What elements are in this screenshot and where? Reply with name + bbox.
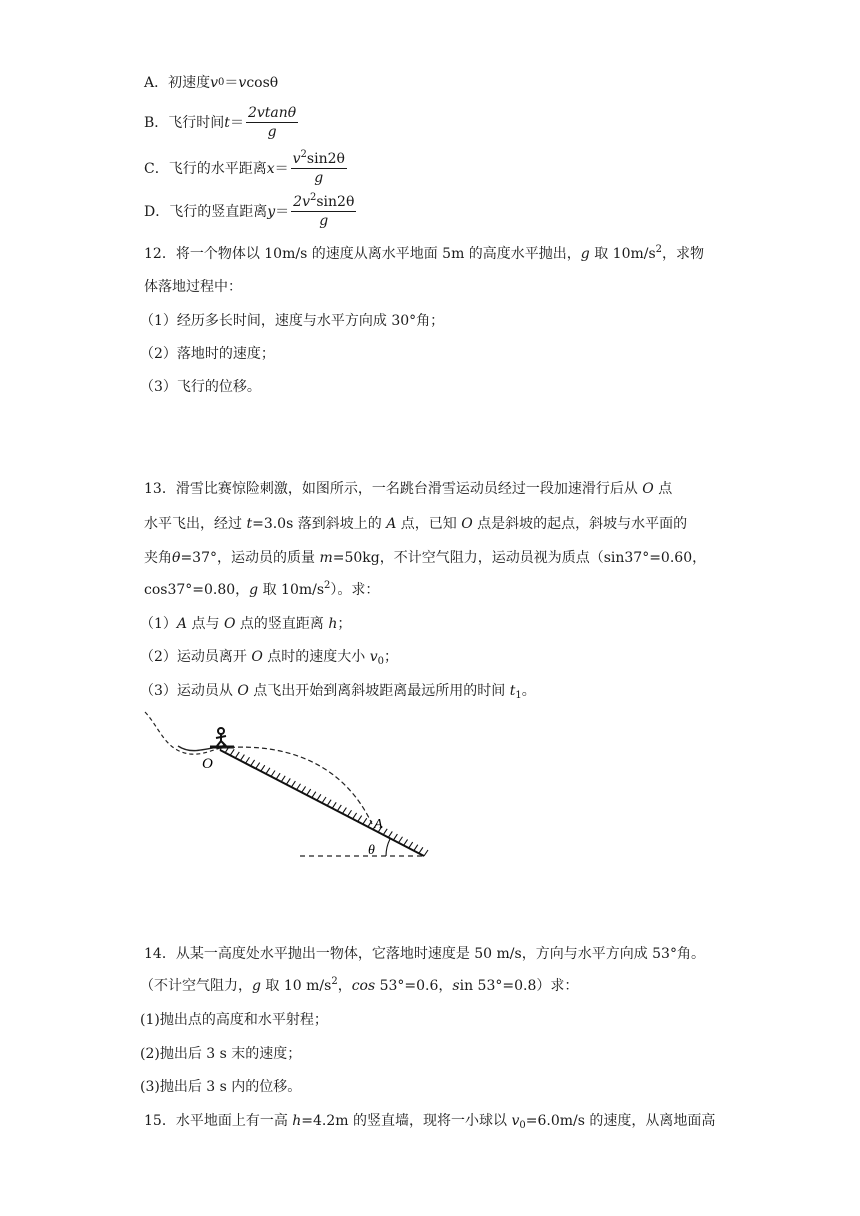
q12-line-2: 体落地过程中：	[144, 279, 242, 295]
hatch-mark	[266, 768, 270, 774]
option-c: C．飞行的水平距离 x ＝ $\frac{v^2\sin 2\theta}{g}$	[144, 149, 345, 186]
hatch-mark	[332, 802, 336, 808]
q12-part-3: （3）飞行的位移。	[140, 379, 261, 395]
hatch-mark	[261, 765, 265, 771]
q13-line-3: 夹角θ=37°，运动员的质量 m=50kg，不计空气阻力，运动员视为质点（sin37°=0.60，	[144, 550, 707, 566]
hatch-mark	[383, 829, 387, 835]
hatch-mark	[363, 818, 367, 824]
q14-line-1: 14．从某一高度处水平抛出一物体，它落地时速度是 50 m/s，方向与水平方向成 53°角。	[144, 946, 705, 962]
hatch-mark	[251, 760, 255, 766]
label-o: O	[202, 756, 213, 772]
hatch-mark	[353, 813, 357, 819]
q13-part-2: （2）运动员离开 O 点时的速度大小 $v_0$；	[140, 649, 399, 667]
q12-line-1: 12．将一个物体以 10m/s 的速度从离水平地面 5m 的高度水平抛出，g 取 $10m/s^2$，求物	[144, 244, 705, 262]
hatch-mark	[327, 800, 331, 806]
hatch-mark	[404, 839, 408, 845]
q12-part-1: （1）经历多长时间，速度与水平方向成 30°角；	[140, 313, 445, 329]
q14-part-2: (2)抛出后 3 s 末的速度；	[140, 1046, 302, 1062]
hatch-mark	[246, 757, 250, 763]
hatch-mark	[235, 752, 239, 758]
hatch-mark	[342, 808, 346, 814]
hatch-mark	[414, 845, 418, 851]
q14-part-3: (3)抛出后 3 s 内的位移。	[140, 1079, 302, 1095]
q13-line-4: cos37°=0.80，g 取 $10m/s^2$）。求：	[144, 580, 380, 598]
hatch-mark	[409, 842, 413, 848]
option-a: A．初速度 v 0 ＝ v cosθ	[144, 75, 279, 91]
skier-icon	[210, 728, 234, 747]
hatch-mark	[322, 797, 326, 803]
hatch-mark	[302, 786, 306, 792]
hatch-mark	[317, 794, 321, 800]
hatch-mark	[230, 749, 234, 755]
hatch-mark	[281, 776, 285, 782]
label-a: A	[374, 817, 383, 832]
q15-line-1: 15．水平地面上有一高 h=4.2m 的竖直墙，现将一小球以 $v_0=6.0m/s$ 的速度，从离地面高	[144, 1113, 716, 1131]
option-d: D．飞行的竖直距离 y ＝ $\frac{2v^2\sin 2\theta}{g}$	[144, 192, 355, 229]
hatch-mark	[240, 755, 244, 761]
fraction: $\frac{2vtan\theta}{g}$	[247, 105, 297, 140]
hatch-mark	[399, 837, 403, 843]
hatch-mark	[312, 792, 316, 798]
q14-line-2: （不计空气阻力，g 取 10 $m/s^2$，cos 53°=0.6，sin 53°=0.8）求：	[140, 976, 579, 994]
hatch-mark	[424, 850, 428, 856]
q12-part-2: （2）落地时的速度；	[140, 346, 275, 362]
hatch-mark	[337, 805, 341, 811]
hatch-mark	[358, 816, 362, 822]
q14-part-1: (1)抛出点的高度和水平射程；	[140, 1012, 328, 1028]
q13-part-3: （3）运动员从 O 点飞出开始到离斜坡距离最远所用的时间 $t_1$。	[140, 683, 536, 701]
hatch-mark	[348, 810, 352, 816]
hatch-mark	[388, 831, 392, 837]
hatch-mark	[419, 847, 423, 853]
q13-line-1: 13．滑雪比赛惊险刺激，如图所示，一名跳台滑雪运动员经过一段加速滑行后从 O 点	[144, 481, 673, 497]
q13-part-1: （1）A 点与 O 点的竖直距离 h；	[140, 616, 352, 632]
q13-line-2: 水平飞出，经过 t=3.0s 落到斜坡上的 A 点，已知 O 点是斜坡的起点，斜坡与水平面的	[144, 516, 688, 532]
hatch-mark	[271, 771, 275, 777]
option-b: B．飞行时间 t ＝ $\frac{2vtan\theta}{g}$	[144, 105, 297, 140]
hatch-mark	[276, 773, 280, 779]
angle-arc	[386, 839, 390, 856]
hatch-mark	[393, 834, 397, 840]
slope-hatching	[220, 744, 428, 856]
fraction: $\frac{2v^2\sin 2\theta}{g}$	[293, 192, 355, 229]
hatch-mark	[291, 781, 295, 787]
hatch-mark	[286, 778, 290, 784]
label-theta: θ	[368, 843, 375, 858]
hatch-mark	[297, 784, 301, 790]
ski-jump-figure	[140, 706, 440, 866]
hatch-mark	[307, 789, 311, 795]
fraction: $\frac{v^2\sin 2\theta}{g}$	[292, 149, 345, 186]
hatch-mark	[256, 763, 260, 769]
